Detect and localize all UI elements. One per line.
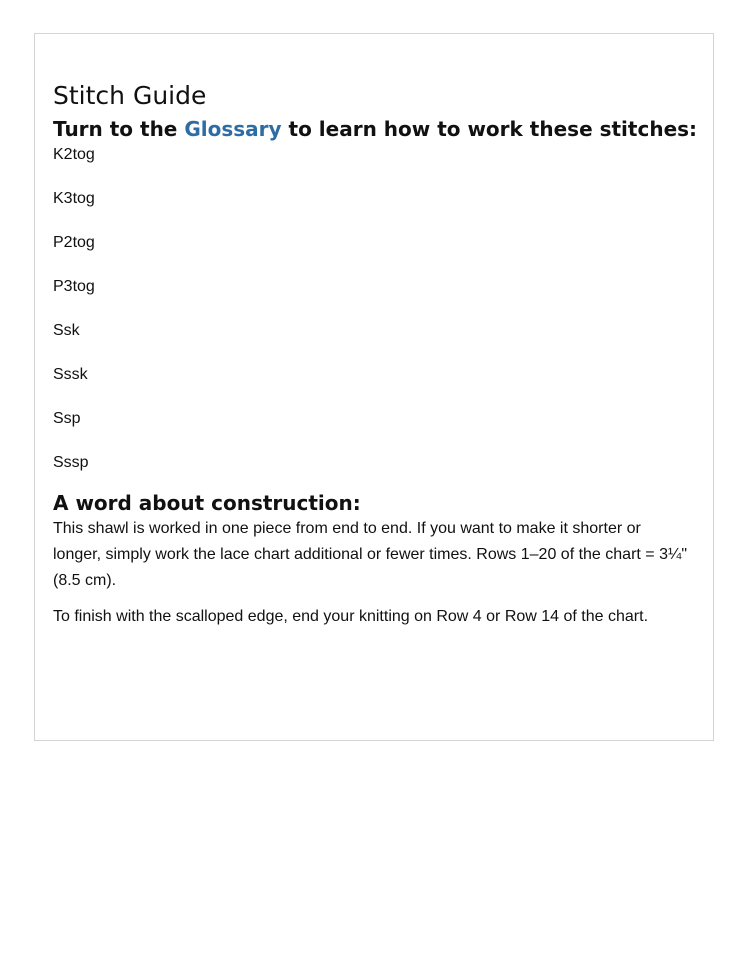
construction-heading: A word about construction: xyxy=(53,491,361,515)
stitch-item: K2tog xyxy=(53,146,95,163)
instruction-text-before: Turn to the xyxy=(53,117,178,141)
stitch-item: Ssp xyxy=(53,410,81,427)
page-title: Stitch Guide xyxy=(53,81,207,110)
stitch-list xyxy=(53,145,703,473)
stitch-item: P2tog xyxy=(53,234,95,251)
stitch-item: K3tog xyxy=(53,190,95,207)
stitch-item: P3tog xyxy=(53,278,95,295)
instruction-text-after: to learn how to work these stitches: xyxy=(288,117,698,141)
stitch-item: Sssk xyxy=(53,366,88,383)
glossary-link[interactable]: Glossary xyxy=(184,117,282,141)
stitch-item: Ssk xyxy=(53,322,80,339)
glossary-instruction xyxy=(53,115,703,144)
finishing-paragraph: To finish with the scalloped edge, end your knitting on Row 4 or Row 14 of the chart. xyxy=(53,608,649,625)
construction-paragraph: This shawl is worked in one piece from end to end. If you want to make it shorter or longer, simply work the lace chart additional or fewer times. Rows 1–20 of the chart = 3¼" (8.5 cm). xyxy=(53,520,687,589)
stitch-guide-content xyxy=(53,80,703,630)
stitch-item: Sssp xyxy=(53,454,89,471)
